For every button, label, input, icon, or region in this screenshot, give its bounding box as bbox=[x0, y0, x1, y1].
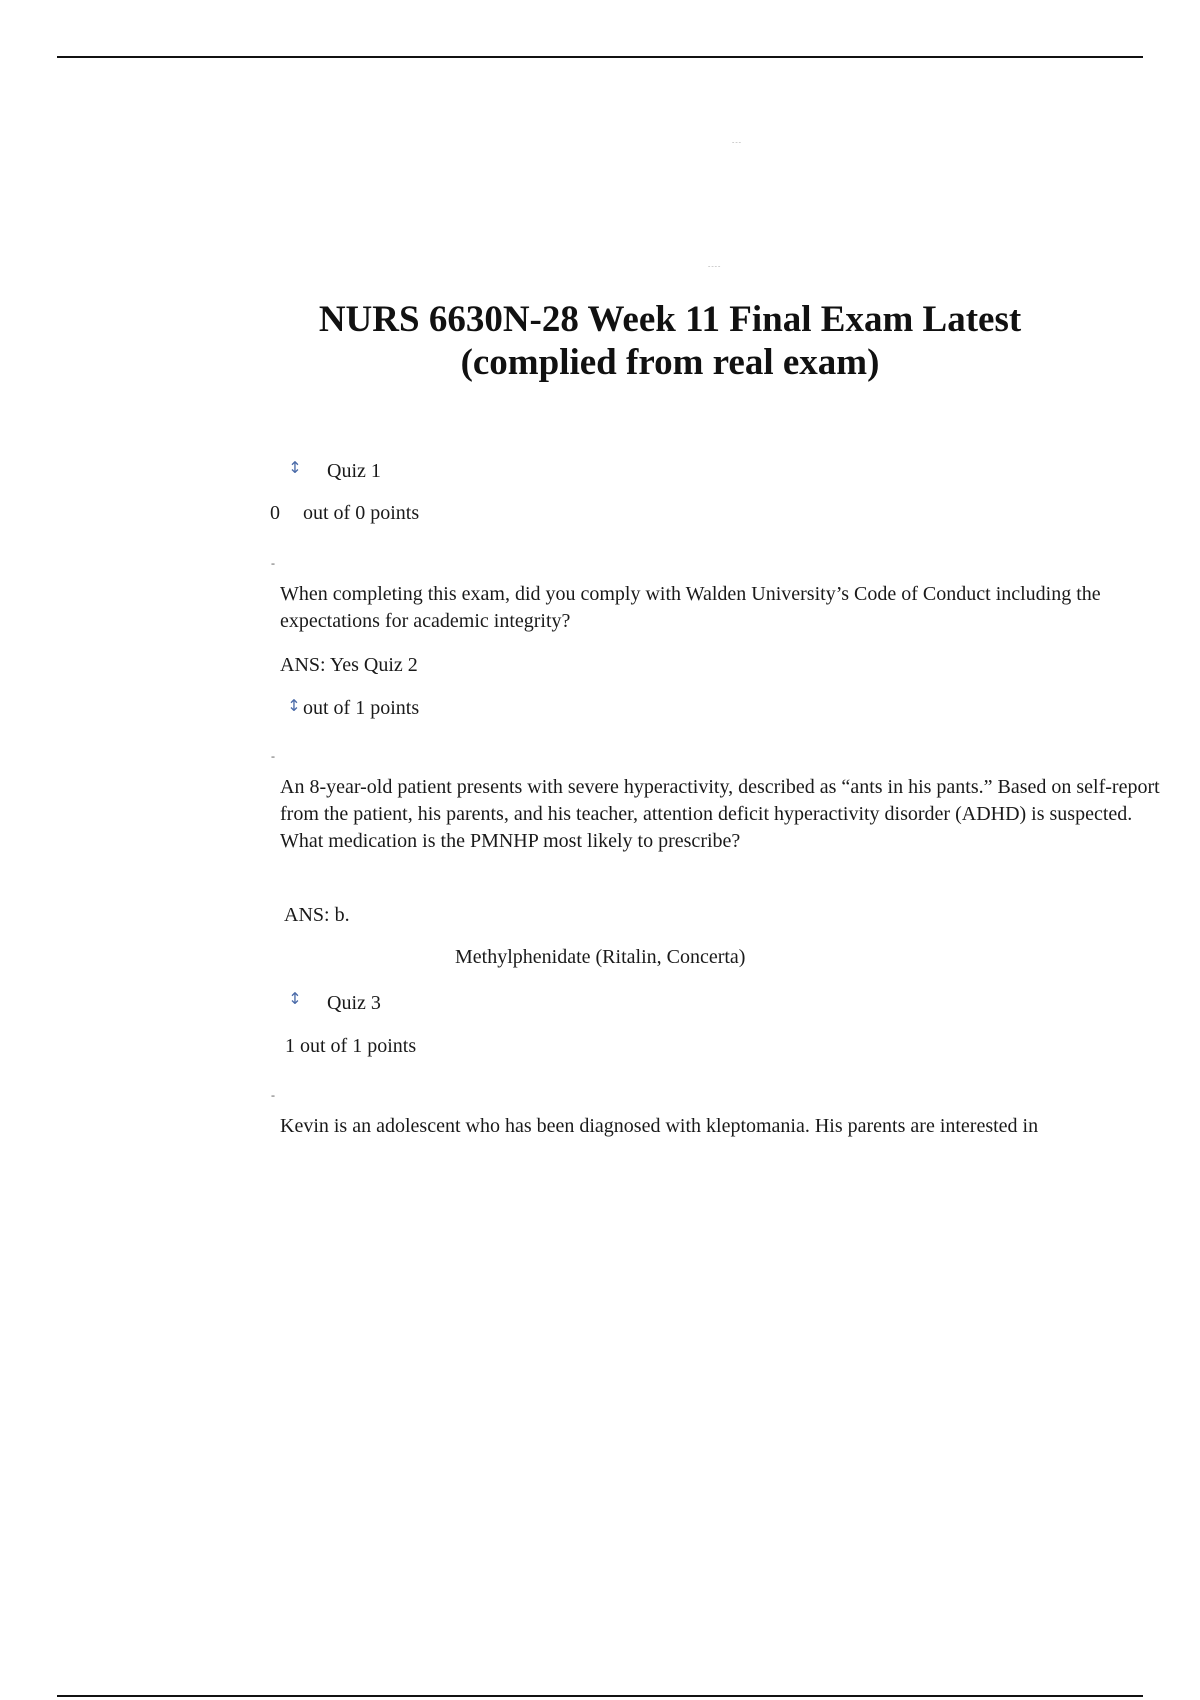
up-down-arrow-icon: ↕ bbox=[288, 458, 302, 477]
quiz2-answer: ANS: b. bbox=[284, 904, 350, 926]
quiz1-answer: ANS: Yes Quiz 2 bbox=[280, 654, 418, 676]
top-rule bbox=[57, 56, 1143, 58]
quiz3-question: Kevin is an adolescent who has been diagnosed with kleptomania. His parents are interested in bbox=[280, 1115, 1039, 1137]
quiz1-score: 0 bbox=[270, 502, 280, 524]
quiz3-points: 1 out of 1 points bbox=[285, 1035, 417, 1057]
quiz2-points: out of 1 points bbox=[303, 697, 420, 719]
quiz1-points: out of 0 points bbox=[303, 502, 420, 524]
quiz1-question: When completing this exam, did you comply with Walden University’s Code of Conduct including the expectations for academic integrity? bbox=[280, 583, 1101, 632]
bottom-rule bbox=[57, 1695, 1143, 1697]
up-down-arrow-icon: ↕ bbox=[287, 696, 301, 715]
question-marker: - bbox=[271, 749, 275, 763]
quiz2-question: An 8-year-old patient presents with severe hyperactivity, described as “ants in his pants.” Based on self-report from the patient, his parents, and his teacher, attention deficit hyperactivity disorder (ADHD) is suspected. What medication is the PMNHP most likely to prescribe? bbox=[280, 776, 1160, 852]
question-marker: - bbox=[271, 1088, 275, 1102]
header-mark-2: ---- bbox=[708, 262, 722, 270]
header-mark-1: --- bbox=[732, 138, 742, 146]
quiz1-label: Quiz 1 bbox=[327, 460, 381, 482]
question-marker: - bbox=[271, 556, 275, 570]
title-line-1: NURS 6630N-28 Week 11 Final Exam Latest bbox=[318, 299, 1022, 340]
up-down-arrow-icon: ↕ bbox=[288, 989, 302, 1008]
quiz3-label: Quiz 3 bbox=[327, 992, 381, 1014]
quiz2-answer-text: Methylphenidate (Ritalin, Concerta) bbox=[455, 946, 746, 968]
title-line-2: (complied from real exam) bbox=[460, 342, 880, 383]
document-title bbox=[260, 298, 1080, 384]
